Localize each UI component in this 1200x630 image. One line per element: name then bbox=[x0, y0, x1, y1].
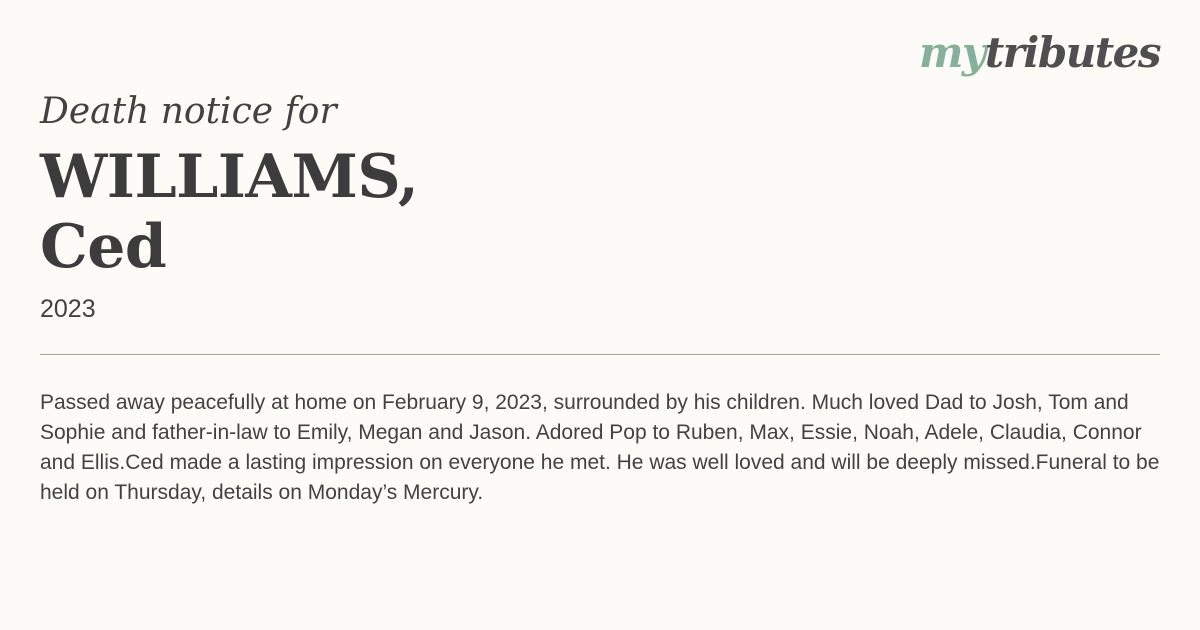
logo-tributes-text: tributes bbox=[984, 28, 1160, 77]
deceased-surname: WILLIAMS, bbox=[40, 142, 419, 212]
deceased-name bbox=[40, 142, 940, 282]
divider bbox=[40, 354, 1160, 355]
notice-year: 2023 bbox=[40, 295, 96, 323]
mytributes-logo[interactable] bbox=[918, 28, 1160, 77]
notice-body: Passed away peacefully at home on February 9, 2023, surrounded by his children. Much loved Dad to Josh, Tom and Sophie and father-in-law to Emily, Megan and Jason. Adored Pop to Ruben, Max, Essie, Noah, Adele, Claudia, Connor and Ellis.Ced made a lasting impression on everyone he met. He was well loved and will be deeply missed.Funeral to be held on Thursday, details on Monday’s Mercury. bbox=[40, 391, 1160, 504]
notice-header bbox=[40, 90, 940, 324]
notice-kicker: Death notice for bbox=[40, 91, 337, 132]
logo-my-text: my bbox=[918, 28, 985, 77]
deceased-given-name: Ced bbox=[40, 212, 167, 282]
